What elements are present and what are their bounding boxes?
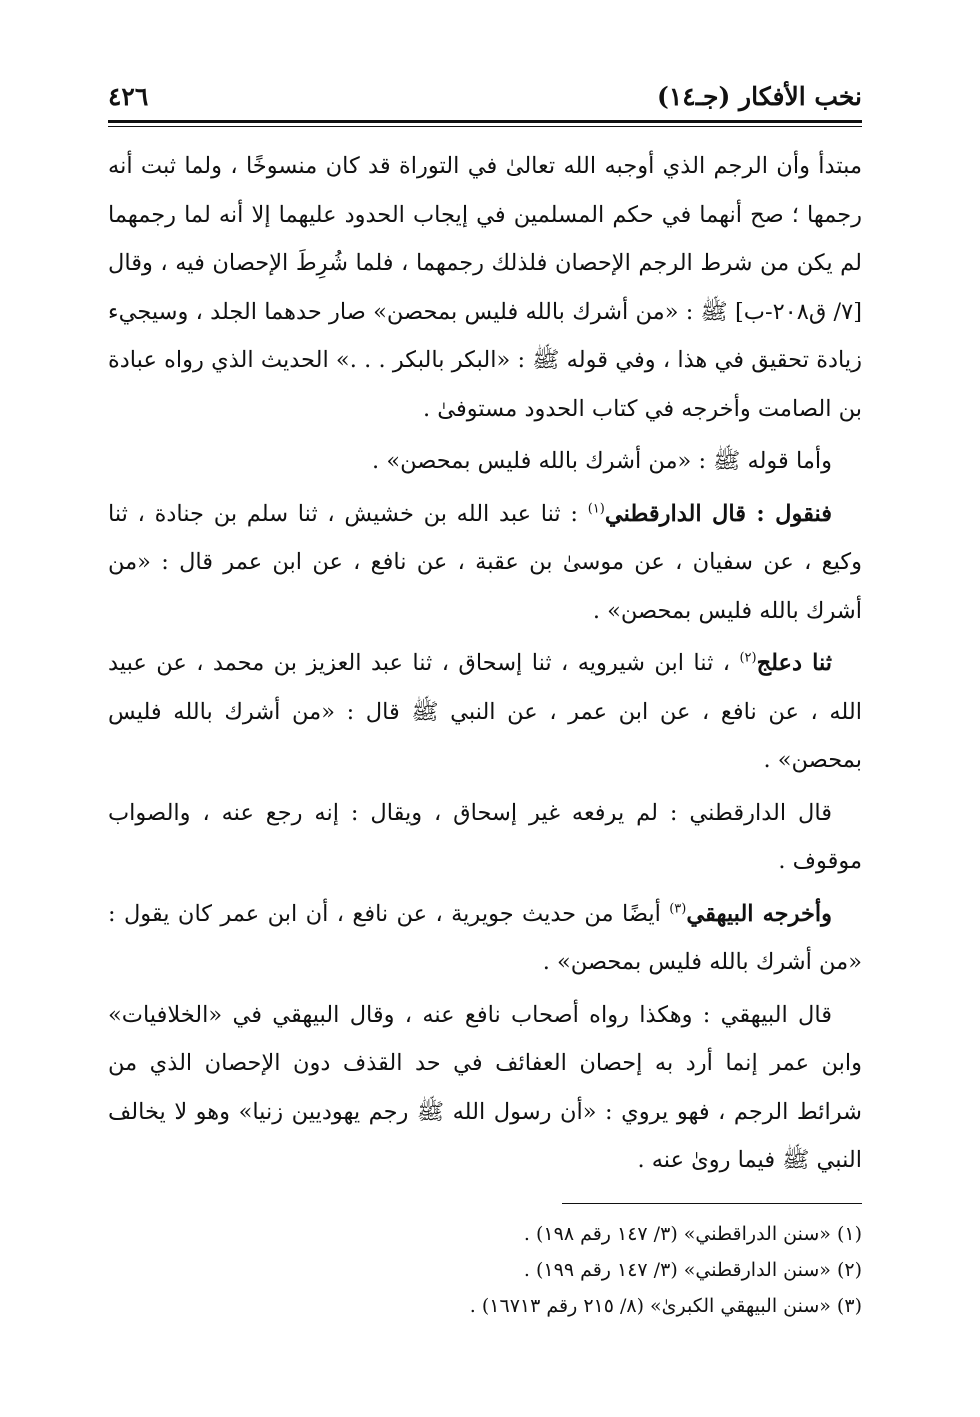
paragraph-4-lead: ثنا دعلج — [756, 650, 832, 676]
footnote-ref-2: (٢) — [739, 650, 757, 666]
paragraph-6 — [108, 890, 862, 987]
paragraph-7: قال البيهقي : وهكذا رواه أصحاب نافع عنه ، وقال البيهقي في «الخلافيات» وابن عمر إنما أرد به إحصان العفائف في حد القذف دون الإحصان الذي من شرائط الرجم ، فهو يروي : «أن رسول الله ﷺ رجم يهوديين زنيا» وهو لا يخالف النبي ﷺ فيما روىٰ عنه . — [108, 1001, 862, 1173]
paragraph-1: مبتدأ وأن الرجم الذي أوجبه الله تعالىٰ في التوراة قد كان منسوخًا ، ولما ثبت أنه رجمها ؛ صح أنهما في حكم المسلمين في إيجاب الحدود عليهما إلا أنه لما رجمهما لم يكن من شرط الرجم الإحصان فلذلك رجمهما ، فلما شُرِطَ الإحصان فيه ، وقال [٧/ ق٢٠٨-ب] ﷺ : «من أشرك بالله فليس بمحصن» صار حدهما الجلد ، وسيجيء زيادة تحقيق في هذا ، وفي قوله ﷺ : «البكر بالبكر . . .» الحديث الذي رواه عبادة بن الصامت وأخرجه في كتاب الحدود مستوفىٰ . — [108, 153, 862, 422]
paragraph-6-text: أيضًا من حديث جويرية ، عن نافع ، أن ابن عمر كان يقول : «من أشرك بالله فليس بمحصن» . — [108, 900, 862, 975]
paragraph-5: قال الدارقطني : لم يرفعه غير إسحاق ، ويقال : إنه رجع عنه ، والصواب موقوف . — [108, 799, 862, 874]
running-header — [108, 78, 862, 114]
footnote-separator — [562, 1203, 862, 1204]
footnote-3: (٣) «سنن البيهقي الكبرىٰ» (٨/ ٢١٥ رقم ١٦٧١٣) . — [469, 1295, 862, 1317]
footnotes — [108, 1216, 862, 1324]
paragraph-3-text: : ثنا عبد الله بن خشيش ، ثنا سلم بن جنادة ، ثنا وكيع ، عن سفيان ، عن موسىٰ بن عقبة ، عن نافع ، عن ابن عمر قال : «من أشرك بالله فليس بمحصن» . — [108, 500, 862, 624]
paragraph-2: وأما قوله ﷺ : «من أشرك بالله فليس بمحصن» . — [372, 448, 832, 474]
header-rule-thick — [108, 120, 862, 123]
footnote-ref-1: (١) — [587, 501, 605, 516]
header-rule-thin — [108, 126, 862, 127]
main-text — [108, 142, 862, 1189]
paragraph-4 — [108, 639, 862, 785]
paragraph-4-text: ، ثنا ابن شيرويه ، ثنا إسحاق ، ثنا عبد العزيز بن محمد ، عن عبيد الله ، عن نافع ، عن ابن عمر ، عن النبي ﷺ قال : «من أشرك بالله فليس بمحصن» . — [108, 650, 862, 773]
paragraph-3 — [108, 490, 862, 636]
page-number: ٤٢٦ — [108, 81, 149, 111]
paragraph-3-lead: فنقول : قال الدارقطني — [604, 500, 832, 527]
paragraph-6-lead: وأخرجه البيهقي — [686, 900, 833, 927]
footnote-2: (٢) «سنن الدارقطني» (٣/ ١٤٧ رقم ١٩٩) . — [523, 1259, 862, 1281]
footnote-ref-3: (٣) — [669, 901, 687, 916]
footnote-1: (١) «سنن الدراقطني» (٣/ ١٤٧ رقم ١٩٨) . — [523, 1223, 862, 1245]
book-title: نخب الأفكار (جـ١٤) — [656, 81, 862, 111]
